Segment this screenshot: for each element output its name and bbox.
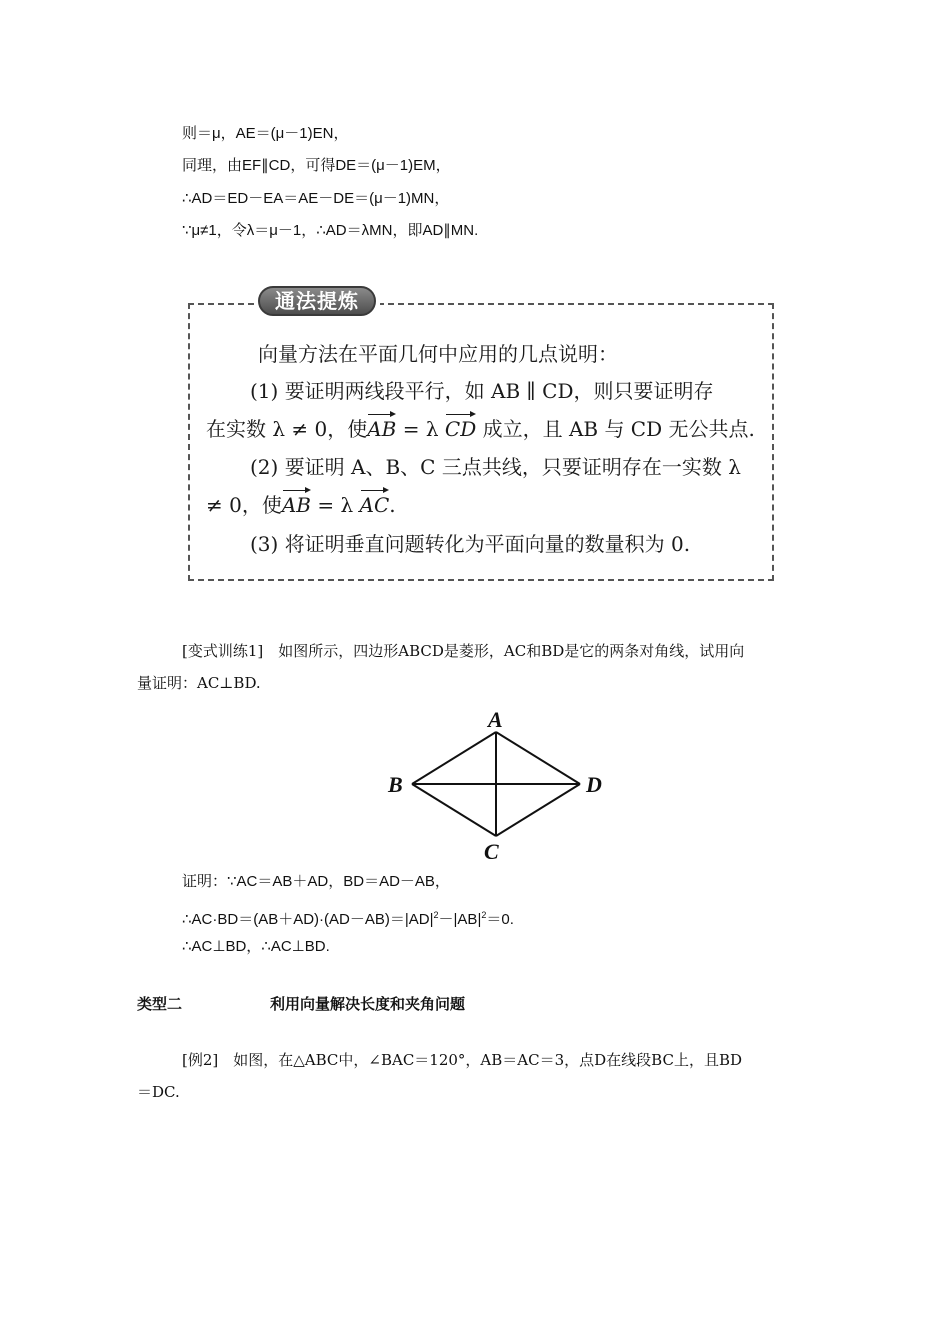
proof2-exp-2: 2: [481, 910, 487, 920]
side-ad: [496, 732, 580, 784]
proof-line-3: ∴AD＝ED－EA＝AE－DE＝(μ－1)MN，: [182, 190, 450, 207]
proof-line-1: 则＝μ，AE＝(μ－1)EN，: [182, 125, 349, 142]
tip-item-2b-pre: ≠ 0，使: [206, 493, 282, 517]
proof2-exp-1: 2: [433, 910, 439, 920]
proof2-line-1: 证明：∵AC＝AB＋AD，BD＝AD－AB，: [182, 873, 450, 890]
vector-ab: AB: [281, 493, 311, 517]
tip-item-1b-pre: 在实数 λ ≠ 0，使: [206, 417, 368, 441]
vector-ab: AB: [367, 417, 397, 441]
side-ab: [412, 732, 496, 784]
vertex-label-b: B: [388, 772, 403, 797]
method-summary-tag: [254, 284, 380, 318]
tip-item-1b: [206, 416, 755, 442]
tip-item-2a: (2) 要证明 A、B、C 三点共线，只要证明存在一实数 λ: [250, 455, 741, 479]
side-dc: [496, 784, 580, 836]
tip-intro: 向量方法在平面几何中应用的几点说明：: [258, 342, 618, 366]
proof2-line-3: ∴AC⊥BD，∴AC⊥BD.: [182, 938, 330, 955]
tip-item-1b-post: 成立，且 AB 与 CD 无公共点.: [476, 417, 755, 441]
section-label: 类型二: [137, 996, 183, 1013]
example-line-2: ＝DC.: [137, 1083, 180, 1101]
proof-line-4: ∵μ≠1，令λ＝μ－1，∴AD＝λMN，即AD∥MN.: [182, 222, 479, 239]
vertex-label-c: C: [484, 839, 499, 864]
section-title: 利用向量解决长度和夹角问题: [270, 996, 466, 1013]
exercise-line-1: [变式训练1] 如图所示，四边形ABCD是菱形，AC和BD是它的两条对角线，试用向: [182, 642, 745, 660]
tip-item-2b: [206, 492, 396, 518]
rhombus-figure: [380, 705, 620, 865]
tip-item-2b-post: .: [389, 493, 396, 517]
vector-ac: AC: [359, 493, 390, 517]
vertex-label-d: D: [586, 772, 602, 797]
proof2-line-2-pre: ∴AC·BD＝(AB＋AD)·(AD－AB)＝|AD|: [182, 911, 434, 928]
tip-item-3: (3) 将证明垂直问题转化为平面向量的数量积为 0.: [250, 532, 691, 556]
exercise-line-2: 量证明：AC⊥BD.: [137, 674, 261, 692]
example-line-1: [例2] 如图，在△ABC中，∠BAC＝120°，AB＝AC＝3，点D在线段BC上，且BD: [182, 1051, 742, 1069]
tip-item-2b-mid: = λ: [310, 493, 360, 517]
proof2-line-2-mid: －|AB|: [438, 911, 482, 928]
tip-item-1b-mid: = λ: [396, 417, 445, 441]
method-summary-title: 通法提炼: [258, 286, 376, 316]
proof2-line-2: [182, 905, 514, 930]
proof2-line-2-post: ＝0.: [486, 911, 514, 928]
vertex-label-a: A: [488, 707, 503, 732]
tip-item-1a: (1) 要证明两线段平行，如 AB ∥ CD，则只要证明存: [250, 379, 714, 403]
proof-line-2: 同理，由EF∥CD，可得DE＝(μ－1)EM，: [182, 157, 451, 174]
vector-cd: CD: [444, 417, 477, 441]
side-bc: [412, 784, 496, 836]
